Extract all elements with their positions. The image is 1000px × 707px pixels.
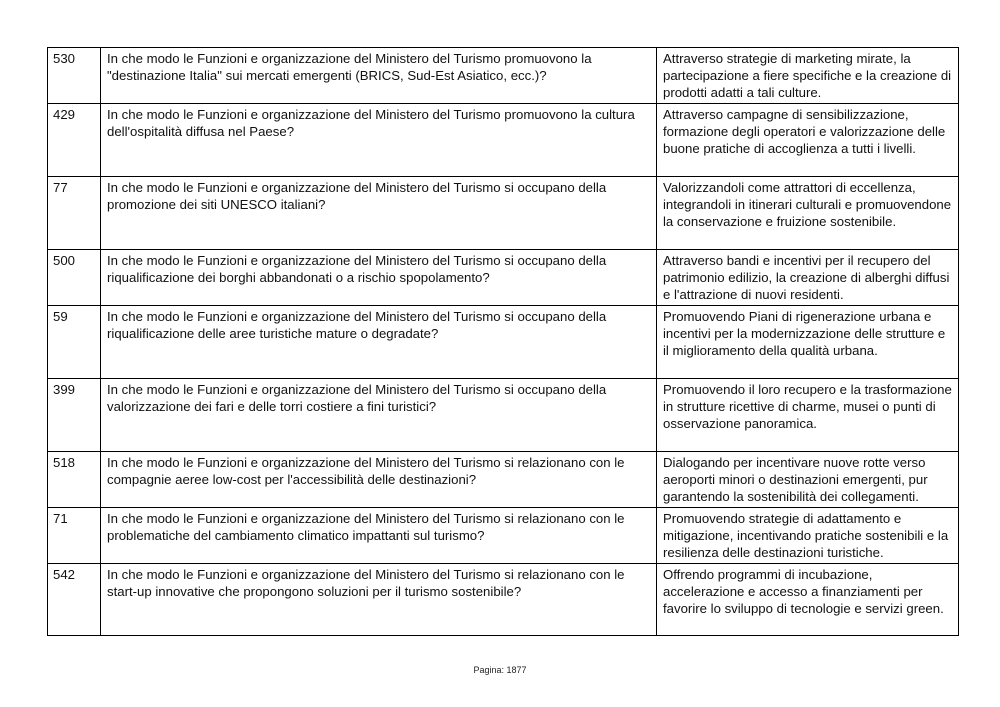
row-question: In che modo le Funzioni e organizzazione del Ministero del Turismo promuovono la "destinazione Italia" sui mercati emergenti (BRICS, Sud-Est Asiatico, ecc.)? [101,48,657,104]
table-row [48,250,959,306]
page-number: Pagina: 1877 [473,665,527,675]
row-answer: Valorizzandoli come attrattori di eccellenza, integrandoli in itinerari culturali e promuovendone la conservazione e fruizione sostenibile. [657,177,959,250]
row-question: In che modo le Funzioni e organizzazione del Ministero del Turismo si occupano della valorizzazione dei fari e delle torri costiere a fini turistici? [101,379,657,452]
row-id: 71 [48,508,101,564]
table-row [48,508,959,564]
row-answer: Dialogando per incentivare nuove rotte verso aeroporti minori o destinazioni emergenti, pur garantendo la sostenibilità dei collegamenti. [657,452,959,508]
qa-table [47,47,959,636]
row-answer: Attraverso bandi e incentivi per il recupero del patrimonio edilizio, la creazione di alberghi diffusi e l'attrazione di nuovi residenti. [657,250,959,306]
table-row [48,564,959,636]
row-question: In che modo le Funzioni e organizzazione del Ministero del Turismo si occupano della riqualificazione dei borghi abbandonati o a rischio spopolamento? [101,250,657,306]
row-id: 77 [48,177,101,250]
row-answer: Promuovendo Piani di rigenerazione urbana e incentivi per la modernizzazione delle strutture e il miglioramento della qualità urbana. [657,306,959,379]
row-question: In che modo le Funzioni e organizzazione del Ministero del Turismo si relazionano con le compagnie aeree low-cost per l'accessibilità delle destinazioni? [101,452,657,508]
table-row [48,452,959,508]
row-answer: Promuovendo strategie di adattamento e mitigazione, incentivando pratiche sostenibili e la resilienza delle destinazioni turistiche. [657,508,959,564]
row-id: 399 [48,379,101,452]
table-row [48,379,959,452]
table-row [48,48,959,104]
row-id: 530 [48,48,101,104]
row-id: 542 [48,564,101,636]
row-id: 518 [48,452,101,508]
row-answer: Attraverso campagne di sensibilizzazione, formazione degli operatori e valorizzazione delle buone pratiche di accoglienza a tutti i livelli. [657,104,959,177]
row-question: In che modo le Funzioni e organizzazione del Ministero del Turismo promuovono la cultura dell'ospitalità diffusa nel Paese? [101,104,657,177]
row-question: In che modo le Funzioni e organizzazione del Ministero del Turismo si relazionano con le problematiche del cambiamento climatico impattanti sul turismo? [101,508,657,564]
row-question: In che modo le Funzioni e organizzazione del Ministero del Turismo si relazionano con le start-up innovative che propongono soluzioni per il turismo sostenibile? [101,564,657,636]
row-id: 59 [48,306,101,379]
row-answer: Promuovendo il loro recupero e la trasformazione in strutture ricettive di charme, musei o punti di osservazione panoramica. [657,379,959,452]
row-question: In che modo le Funzioni e organizzazione del Ministero del Turismo si occupano della promozione dei siti UNESCO italiani? [101,177,657,250]
table-row [48,104,959,177]
row-answer: Offrendo programmi di incubazione, accelerazione e accesso a finanziamenti per favorire lo sviluppo di tecnologie e servizi green. [657,564,959,636]
row-question: In che modo le Funzioni e organizzazione del Ministero del Turismo si occupano della riqualificazione delle aree turistiche mature o degradate? [101,306,657,379]
row-answer: Attraverso strategie di marketing mirate, la partecipazione a fiere specifiche e la creazione di prodotti adatti a tali culture. [657,48,959,104]
row-id: 429 [48,104,101,177]
row-id: 500 [48,250,101,306]
table-row [48,177,959,250]
table-row [48,306,959,379]
